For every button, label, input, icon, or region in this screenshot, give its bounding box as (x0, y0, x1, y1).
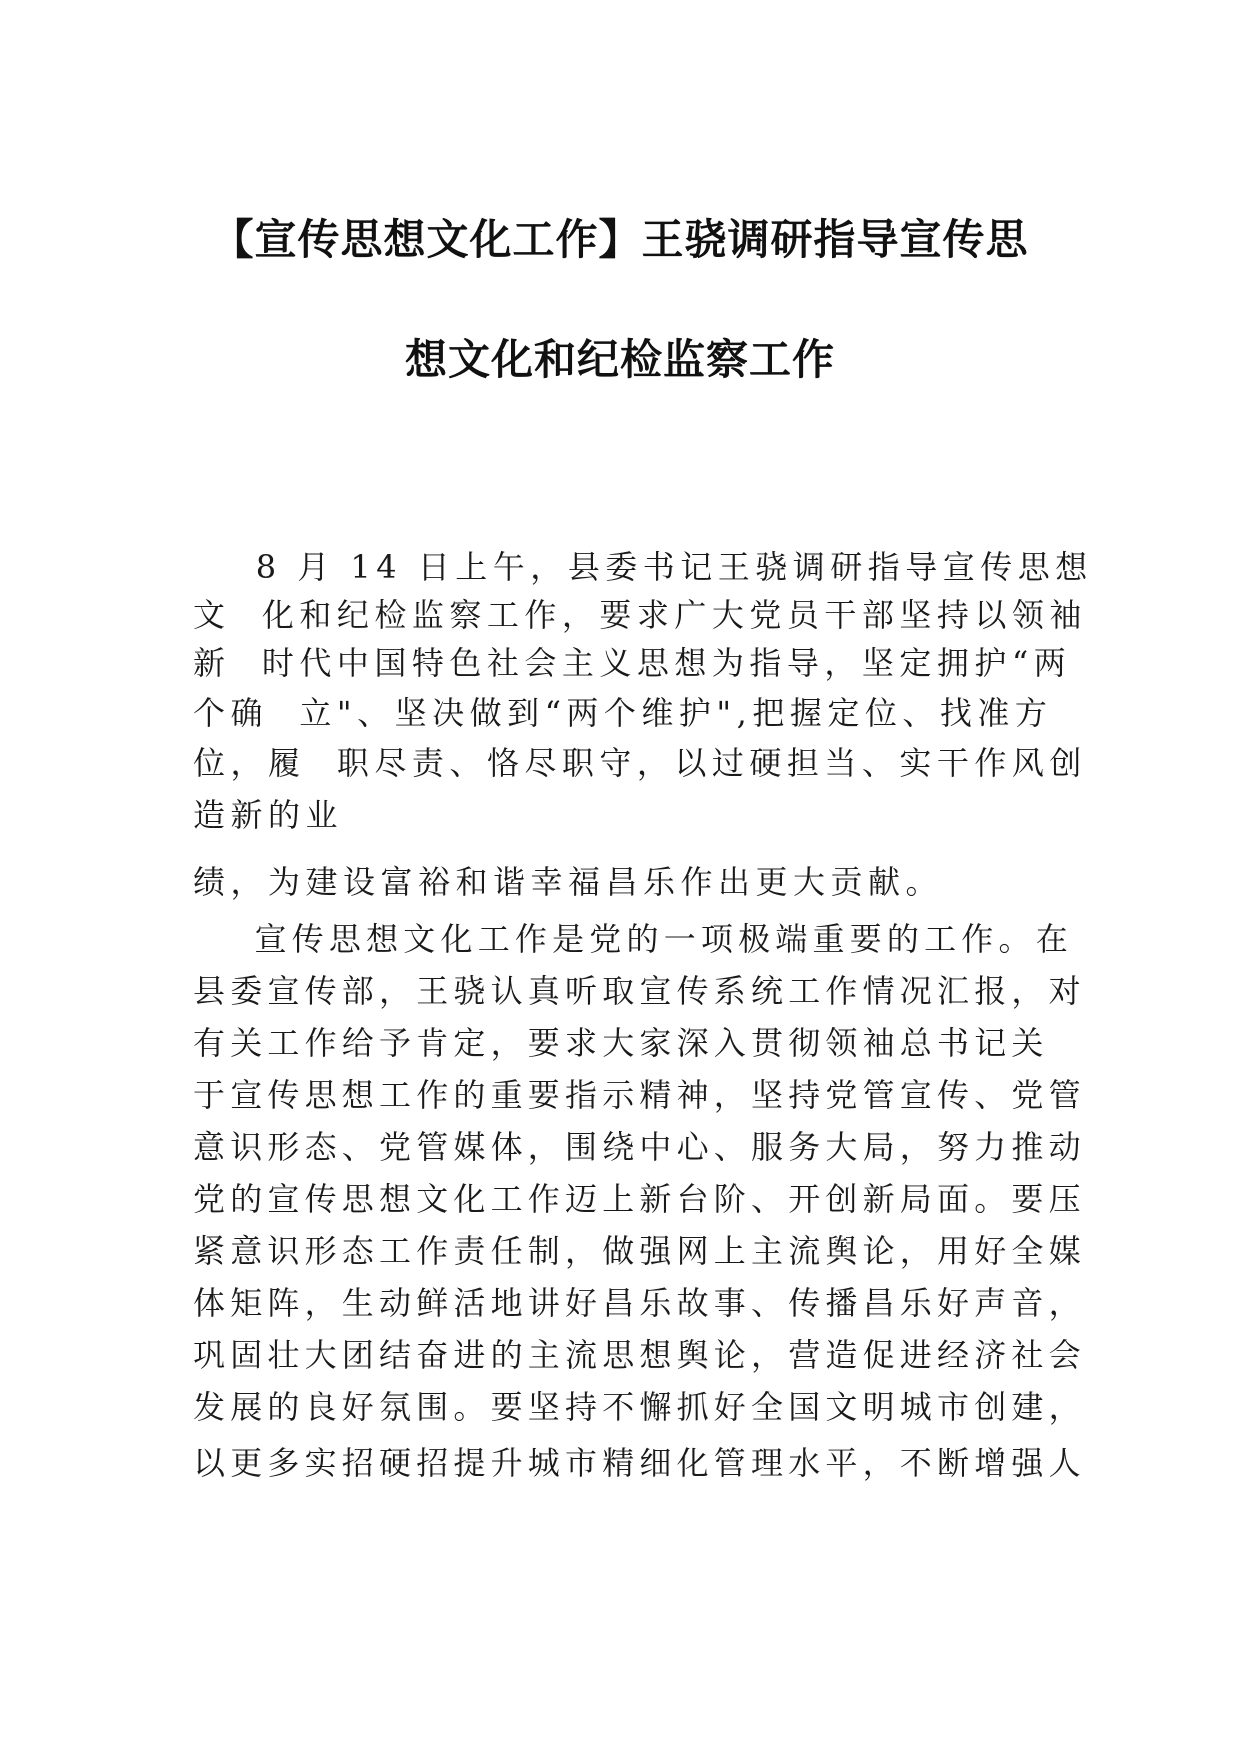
paragraph-line: 宣传思想文化工作是党的一项极端重要的工作。在 (193, 920, 1073, 958)
paragraph-line: 发展的良好氛围。要坚持不懈抓好全国文明城市创建， (193, 1388, 1086, 1426)
paragraph-line: 有关工作给予肯定，要求大家深入贯彻领袖总书记关 (193, 1024, 1049, 1062)
paragraph-line: 造新的业 (193, 796, 344, 834)
paragraph-line: 意识形态、党管媒体，围绕中心、服务大局，努力推动 (193, 1128, 1086, 1166)
paragraph-line: 紧意识形态工作责任制，做强网上主流舆论，用好全媒 (193, 1232, 1086, 1270)
paragraph-line: 位，履 职尽责、恪尽职守，以过硬担当、实干作风创 (193, 744, 1087, 782)
document-title-line-2: 想文化和纪检监察工作 (404, 335, 835, 384)
paragraph-line: 以更多实招硬招提升城市精细化管理水平，不断增强人 (193, 1444, 1086, 1482)
paragraph-line: 8 月 14 日上午，县委书记王骁调研指导宣传思想 (193, 548, 1093, 586)
paragraph-line: 绩，为建设富裕和谐幸福昌乐作出更大贡献。 (193, 863, 944, 901)
paragraph-line: 文 化和纪检监察工作，要求广大党员干部坚持以领袖 (193, 596, 1087, 634)
paragraph-line: 于宣传思想工作的重要指示精神，坚持党管宣传、党管 (193, 1076, 1086, 1114)
document-title-line-1: 【宣传思想文化工作】王骁调研指导宣传思 (211, 215, 1029, 264)
paragraph-line: 新 时代中国特色社会主义思想为指导，坚定拥护“两 (193, 644, 1072, 682)
paragraph-line: 个确 立"、坚决做到“两个维护",把握定位、找准方 (193, 694, 1053, 732)
paragraph-line: 体矩阵，生动鲜活地讲好昌乐故事、传播昌乐好声音， (193, 1284, 1086, 1322)
paragraph-line: 县委宣传部，王骁认真听取宣传系统工作情况汇报，对 (193, 972, 1086, 1010)
paragraph-line: 巩固壮大团结奋进的主流思想舆论，营造促进经济社会 (193, 1336, 1086, 1374)
paragraph-line: 党的宣传思想文化工作迈上新台阶、开创新局面。要压 (193, 1180, 1086, 1218)
